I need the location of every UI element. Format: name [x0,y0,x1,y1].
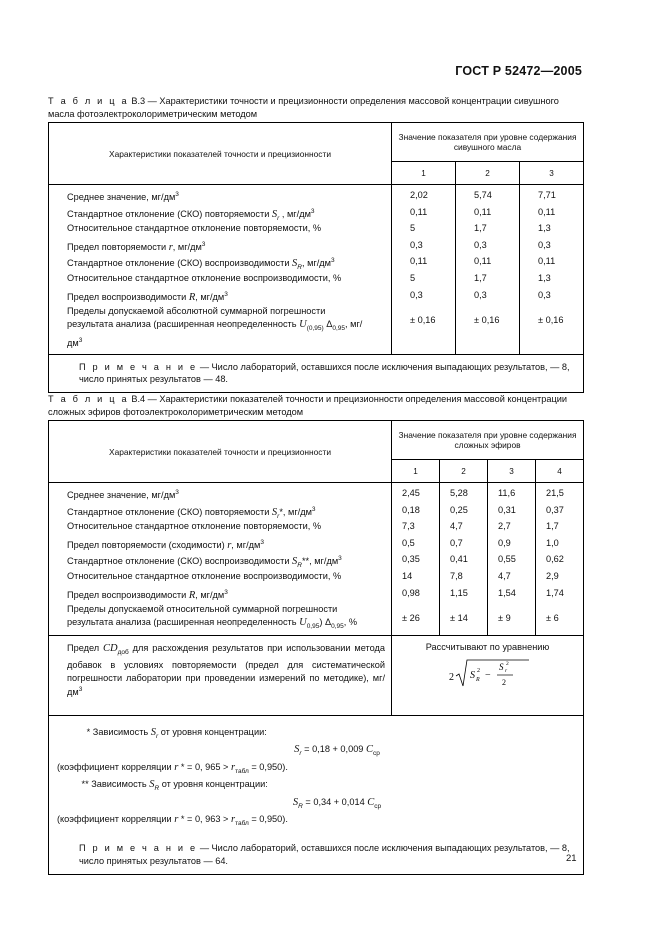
cell: 0,98 [402,587,420,598]
cell: 14 [402,570,413,581]
table-row-label: Предел воспроизводимости R, $мг/дм^3$ [67,290,228,303]
table3-col3 [520,185,584,355]
cell: ± 14 [450,613,468,624]
table4-col1 [392,483,440,636]
svg-text:S: S [498,661,504,672]
cell: 5 [410,272,416,283]
note-prefix: П р и м е ч а н и е [79,843,198,854]
svg-text:2: 2 [448,671,454,683]
cell: 2,7 [498,521,511,532]
cell: 1,0 [546,537,559,548]
cell: ± 26 [402,613,420,624]
table3-note [49,354,584,392]
formula-1: $S_r = 0,18 + 0,009$ $C_{ср}$ [294,744,380,758]
table-row-label: Среднее значение, $мг/дм^3$ [67,191,179,203]
table-row-label: Предел воспроизводимости R, $мг/дм^3$ [67,588,228,601]
cell: 1,74 [546,587,564,598]
cell: 7,3 [402,521,415,532]
table3-col1 [392,185,456,355]
formula-2: $S_R = 0,34 + 0,014$ $C_{ср}$ [292,796,382,810]
cell: 7,8 [450,570,463,581]
table-row-label: Пределы допускаемой относительной суммарной погрешности результата анализа (расширенная неопределенность $U_{0,95}$) $\Delta_{0,95}$, % [67,604,358,630]
cell: ± 0,16 [410,315,436,326]
table4-level-2: 2 [440,460,488,483]
cell: 5,74 [474,190,492,200]
table3-labels [49,185,392,355]
cell: 1,7 [474,272,487,283]
table4-caption-text: В.4 — Характеристики показателей точности и прецизионности определения массовой концентрации сложных эфиров фотоэлектроколориметрическим методом [48,394,567,417]
table4-note [79,842,575,867]
cell: 0,9 [498,537,511,548]
cell: 1,7 [474,223,487,234]
cell: 0,11 [410,256,428,267]
table4-labels [49,483,392,636]
cell: 4,7 [450,521,463,532]
table3 [48,122,584,393]
table3-col2 [456,185,520,355]
cell: 0,11 [538,206,556,217]
table4-level-4: 4 [536,460,584,483]
footnote-2: ** Зависимость $S_R$ от уровня концентрации: [79,779,268,792]
table-row-label: Предел повторяемости r, $мг/дм^3$ [67,240,206,253]
table3-level-2: 2 [456,162,520,185]
table4-caption-prefix: Т а б л и ц а [48,394,129,404]
table3-group-head: Значение показателя при уровне содержания сивушного масла [392,123,584,162]
cell: 4,7 [498,570,511,581]
cell: 0,37 [546,504,564,515]
corr-1: (коэффициент корреляции r * = 0, $965 > r_{табл} = 0,950$). [57,761,288,775]
table3-col-head: Характеристики показателей точности и прецизионности [49,123,392,185]
cell: 1,3 [538,223,551,234]
table-row-label: Относительное стандартное отклонение воспроизводимости, % [67,570,342,581]
footnote-1: * Зависимость $S_r$ от уровня концентрации: [79,726,267,740]
note-prefix: П р и м е ч а н и е [79,361,198,372]
table-row-label: Относительное стандартное отклонение повторяемости, % [67,223,322,234]
table4-cd-cell [392,635,584,715]
table4-caption [48,393,583,418]
table4-footnotes [49,715,584,874]
svg-text:r: r [504,667,507,674]
cell: 0,3 [538,239,551,250]
table4-cd-label: Предел $CD_{доб}$ для расхождения результатов при использовании метода добавок в условиях повторяемости (предел для систематической погрешности лаборатории при проведении измерений по методике), $мг/дм^3$ [49,635,392,715]
table-row-label: Предел повторяемости (сходимости) r, $мг/дм^3$ [67,538,264,551]
table4-level-1: 1 [392,460,440,483]
table4-col-head: Характеристики показателей точности и прецизионности [49,421,392,483]
table-row-label: Пределы допускаемой абсолютной суммарной погрешности результата анализа (расширенная неопределенность $U_{(0,95)}$ $\Delta_{0,95}$, $мг/дм^3$ [67,306,363,349]
cell: 0,41 [450,554,468,565]
cell: 1,15 [450,587,468,598]
cell: 1,54 [498,587,516,598]
table3-caption-text: В.3 — Характеристики точности и прецизионности определения массовой концентрации сивушного масла фотоэлектроколориметрическим методом [48,96,559,119]
cell: 5,28 [450,488,468,498]
cell: 7,71 [538,190,556,200]
svg-text:2: 2 [505,660,509,667]
table-row-label: Стандартное отклонение (СКО) повторяемости $S_r$ , $мг/дм^3$ [67,207,315,222]
cell: 0,3 [474,239,487,250]
cell: 0,11 [410,206,428,217]
cell: ± 9 [498,613,511,624]
cell: 2,45 [402,488,420,498]
table3-level-3: 3 [520,162,584,185]
table3-level-1: 1 [392,162,456,185]
cell: 2,9 [546,570,559,581]
cell: 0,3 [474,289,487,300]
svg-text:2: 2 [501,677,506,687]
table3-caption [48,95,583,120]
cell: ± 6 [546,613,559,624]
table-row-label: Относительное стандартное отклонение повторяемости, % [67,521,322,532]
page-number: 21 [566,853,577,864]
table4 [48,420,584,875]
table-row-label: Среднее значение, $мг/дм^3$ [67,489,179,501]
cell: 0,5 [402,537,415,548]
cell: 0,25 [450,504,468,515]
cell: 2,02 [410,190,428,200]
cell: 0,35 [402,554,420,565]
svg-text:2: 2 [476,667,480,674]
table4-col3 [488,483,536,636]
cell: 0,11 [474,206,492,217]
table-row-label: Относительное стандартное отклонение воспроизводимости, % [67,272,342,283]
table4-level-3: 3 [488,460,536,483]
cell: 0,3 [538,289,551,300]
svg-text:R: R [475,676,480,683]
cell: 0,3 [410,239,423,250]
cell: 0,55 [498,554,516,565]
cell: ± 0,16 [538,315,564,326]
cell: 11,6 [498,488,516,498]
sqrt-formula [443,656,533,692]
cell: 0,11 [538,256,556,267]
cell: 0,62 [546,554,564,565]
table-row-label: Стандартное отклонение (СКО) воспроизводимости $S_R**$, $мг/дм^3$ [67,555,342,570]
cell: 0,7 [450,537,463,548]
cell: 1,3 [538,272,551,283]
cell: 5 [410,223,416,234]
standard-header: ГОСТ Р 52472—2005 [455,64,582,78]
table-row-label: Стандартное отклонение (СКО) повторяемости $S_r*$, $мг/дм^3$ [67,505,316,520]
table-row-label: Стандартное отклонение (СКО) воспроизводимости $S_R$, $мг/дм^3$ [67,257,335,272]
corr-2: (коэффициент корреляции r * = 0, $963 > r_{табл} = 0,950$). [57,813,288,827]
cell: 0,18 [402,504,420,515]
cell: 0,31 [498,504,516,515]
table4-col4 [536,483,584,636]
svg-text:S: S [469,669,475,681]
cell: 1,7 [546,521,559,532]
cell: ± 0,16 [474,315,500,326]
table4-group-head: Значение показателя при уровне содержания сложных эфиров [392,421,584,460]
cell: 0,11 [474,256,492,267]
table3-caption-prefix: Т а б л и ц а [48,96,129,106]
note-text: — Число лабораторий, оставшихся после исключения выпадающих результатов, — 8, число принятых результатов — 48. [79,361,570,385]
table4-col2 [440,483,488,636]
cd-value-text: Рассчитывают по уравнению [425,641,550,652]
cell: 21,5 [546,488,564,498]
svg-text:−: − [484,669,491,681]
cell: 0,3 [410,289,423,300]
note-text: — Число лабораторий, оставшихся после исключения выпадающих результатов, — 8, число принятых результатов — 64. [79,843,570,866]
